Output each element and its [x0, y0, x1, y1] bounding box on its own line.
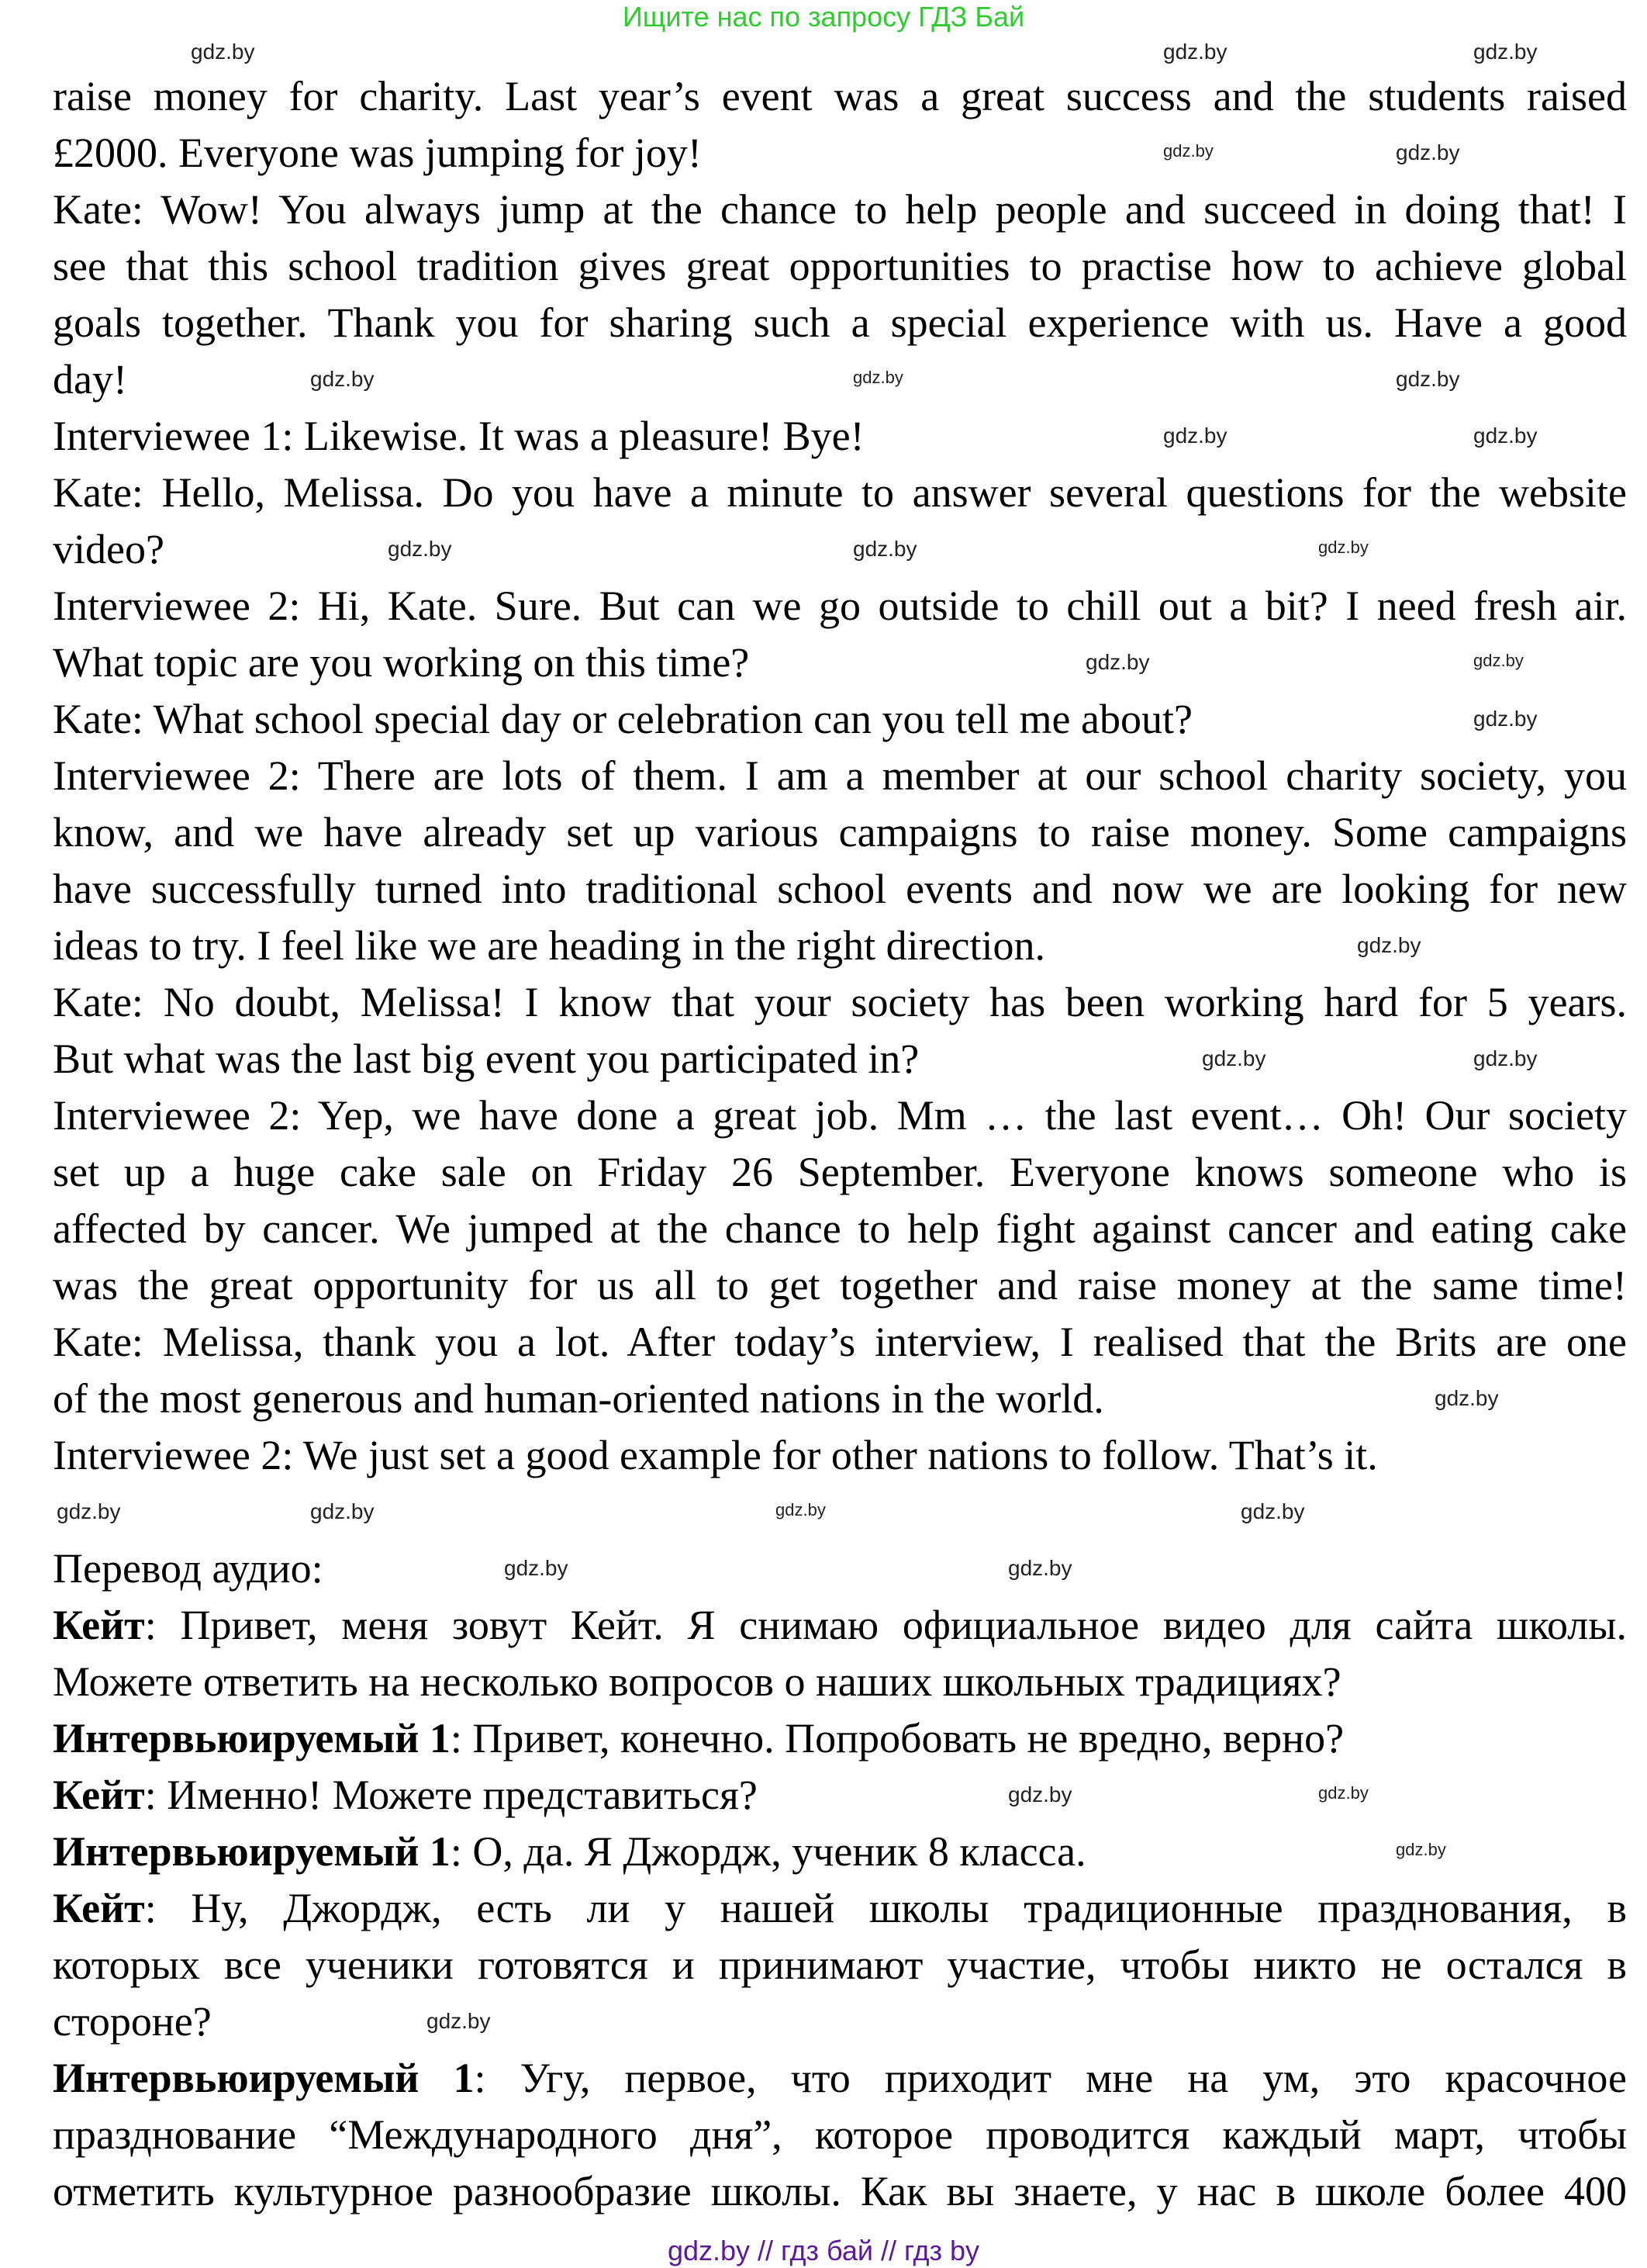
speaker-label: Интервьюируемый 1: [53, 1828, 451, 1875]
text-line: [53, 1997, 1627, 2046]
text-line: [53, 581, 1627, 631]
line-text: affected by cancer. We jumped at the chance to help fight against cancer and eating cake: [53, 1205, 1627, 1252]
line-text: Interviewee 2: Yep, we have done a great job. Mm … the last event… Oh! Our society: [53, 1092, 1627, 1139]
watermark-text: gdz.by: [853, 537, 917, 561]
line-text: : Привет, конечно. Попробовать не вредно, верно?: [450, 1715, 1345, 1762]
speaker-label: Кейт: [53, 1602, 145, 1648]
line-text: have successfully turned into traditional school events and now we are looking for new: [53, 866, 1627, 912]
watermark-text: gdz.by: [1241, 1499, 1305, 1523]
line-text: Можете ответить на несколько вопросов о наших школьных традициях?: [53, 1658, 1341, 1705]
line-text: : Угу, первое, что приходит мне на ум, это красочное: [474, 2055, 1627, 2101]
line-text: Kate: What school special day or celebration can you tell me about?: [53, 696, 1193, 742]
watermark-text: gdz.by: [1473, 651, 1524, 670]
watermark-text: gdz.by: [775, 1500, 826, 1519]
speaker-label: Кейт: [53, 1772, 145, 1818]
watermark-text: gdz.by: [1473, 424, 1538, 448]
line-text: know, and we have already set up various campaigns to raise money. Some campaigns: [53, 809, 1627, 856]
text-line: [53, 411, 1627, 461]
text-line: [53, 1600, 1627, 1650]
line-text: : О, да. Я Джордж, ученик 8 класса.: [450, 1828, 1086, 1875]
line-text: What topic are you working on this time?: [53, 639, 750, 686]
text-line: [53, 1317, 1627, 1367]
text-line: [53, 1204, 1627, 1253]
text-line: [53, 1430, 1627, 1480]
text-line: [53, 638, 1627, 687]
text-line: [53, 1940, 1627, 1990]
line-text: отметить культурное разнообразие школы. Как вы знаете, у нас в школе более 400: [53, 2168, 1627, 2214]
line-text: Kate: Hello, Melissa. Do you have a minute to answer several questions for the website: [53, 469, 1627, 516]
line-text: But what was the last big event you participated in?: [53, 1035, 920, 1082]
watermark-text: gdz.by: [1086, 650, 1150, 674]
watermark-text: gdz.by: [1008, 1556, 1072, 1580]
text-line: [53, 1713, 1627, 1763]
watermark-text: gdz.by: [1396, 140, 1460, 164]
text-line: [53, 1544, 1627, 1593]
line-text: set up a huge cake sale on Friday 26 September. Everyone knows someone who is: [53, 1149, 1627, 1195]
text-line: [53, 1260, 1627, 1310]
watermark-text: gdz.by: [1202, 1046, 1266, 1070]
line-text: Interviewee 2: We just set a good example for other nations to follow. That’s it.: [53, 1432, 1378, 1478]
line-text: see that this school tradition gives great opportunities to practise how to achieve global: [53, 243, 1627, 289]
text-line: [53, 977, 1627, 1027]
watermark-text: gdz.by: [1435, 1386, 1499, 1410]
line-text: которых все ученики готовятся и принимают участие, чтобы никто не остался в: [53, 1941, 1627, 1988]
text-line: [53, 751, 1627, 800]
watermark-text: gdz.by: [1396, 1840, 1446, 1859]
line-text: : Ну, Джордж, есть ли у нашей школы традиционные празднования, в: [144, 1885, 1627, 1931]
watermark-text: gdz.by: [310, 367, 375, 391]
line-text: Interviewee 2: Hi, Kate. Sure. But can we go outside to chill out a bit? I need fresh air.: [53, 583, 1627, 629]
speaker-label: Кейт: [53, 1885, 145, 1931]
text-line: [53, 1034, 1627, 1084]
watermark-text: gdz.by: [1008, 1782, 1072, 1806]
watermark-text: gdz.by: [853, 368, 903, 387]
watermark-text: gdz.by: [1318, 1783, 1369, 1803]
text-line: [53, 1883, 1627, 1933]
text-line: [53, 2166, 1627, 2216]
line-text: video?: [53, 526, 164, 572]
site-footer[interactable]: gdz.by // гдз бай // гдз by: [667, 2235, 980, 2266]
text-line: [53, 298, 1627, 347]
line-text: Interviewee 2: There are lots of them. I am a member at our school charity society, you: [53, 752, 1627, 799]
watermark-text: gdz.by: [1473, 1046, 1538, 1070]
text-line: [53, 2110, 1627, 2159]
line-text: Kate: Wow! You always jump at the chance to help people and succeed in doing that! I: [53, 186, 1627, 233]
watermark-text: gdz.by: [1318, 538, 1369, 557]
watermark-text: gdz.by: [388, 537, 452, 561]
watermark-text: gdz.by: [1357, 933, 1421, 957]
line-text: празднование “Международного дня”, которое проводится каждый март, чтобы: [53, 2111, 1627, 2158]
watermark-text: gdz.by: [1473, 40, 1538, 64]
watermark-text: gdz.by: [1163, 141, 1214, 161]
watermark-text: gdz.by: [191, 40, 255, 64]
watermark-text: gdz.by: [1163, 424, 1227, 448]
text-line: [53, 694, 1627, 744]
text-line: [53, 864, 1627, 914]
line-text: Kate: No doubt, Melissa! I know that your society has been working hard for 5 years.: [53, 979, 1627, 1025]
watermark-text: gdz.by: [57, 1499, 121, 1523]
line-text: £2000. Everyone was jumping for joy!: [53, 130, 702, 176]
text-line: [53, 185, 1627, 234]
text-line: [53, 128, 1627, 178]
line-text: of the most generous and human-oriented nations in the world.: [53, 1375, 1104, 1422]
line-text: day!: [53, 356, 127, 403]
line-text: raise money for charity. Last year’s event was a great success and the students raised: [53, 73, 1627, 119]
line-text: стороне?: [53, 1998, 212, 2045]
speaker-label: Интервьюируемый 1: [53, 1715, 451, 1762]
line-text: Перевод аудио:: [53, 1545, 323, 1592]
line-text: ideas to try. I feel like we are heading in the right direction.: [53, 922, 1046, 969]
line-text: : Привет, меня зовут Кейт. Я снимаю официальное видео для сайта школы.: [144, 1602, 1627, 1648]
line-text: was the great opportunity for us all to get together and raise money at the same time!: [53, 1262, 1627, 1309]
line-text: Interviewee 1: Likewise. It was a pleasure! Bye!: [53, 413, 865, 459]
text-line: [53, 807, 1627, 857]
watermark-text: gdz.by: [426, 2009, 491, 2033]
text-line: [53, 1657, 1627, 1706]
line-text: goals together. Thank you for sharing such a special experience with us. Have a good: [53, 299, 1627, 346]
text-line: [53, 1147, 1627, 1197]
watermark-text: gdz.by: [1396, 367, 1460, 391]
text-line: [53, 1374, 1627, 1423]
text-line: [53, 354, 1627, 404]
text-line: [53, 468, 1627, 517]
text-line: [53, 1827, 1627, 1876]
speaker-label: Интервьюируемый 1: [53, 2055, 475, 2101]
watermark-text: gdz.by: [1473, 707, 1538, 731]
watermark-text: gdz.by: [1163, 40, 1227, 64]
line-text: : Именно! Можете представиться?: [144, 1772, 758, 1818]
text-line: [53, 524, 1627, 574]
text-line: [53, 1770, 1627, 1820]
watermark-text: gdz.by: [504, 1556, 568, 1580]
watermark-text: gdz.by: [310, 1499, 375, 1523]
text-line: [53, 2053, 1627, 2103]
text-line: [53, 241, 1627, 291]
text-line: [53, 1091, 1627, 1140]
line-text: Kate: Melissa, thank you a lot. After today’s interview, I realised that the Brits are one: [53, 1319, 1627, 1365]
site-banner: Ищите нас по запросу ГДЗ Бай: [622, 1, 1025, 33]
text-line: [53, 71, 1627, 121]
